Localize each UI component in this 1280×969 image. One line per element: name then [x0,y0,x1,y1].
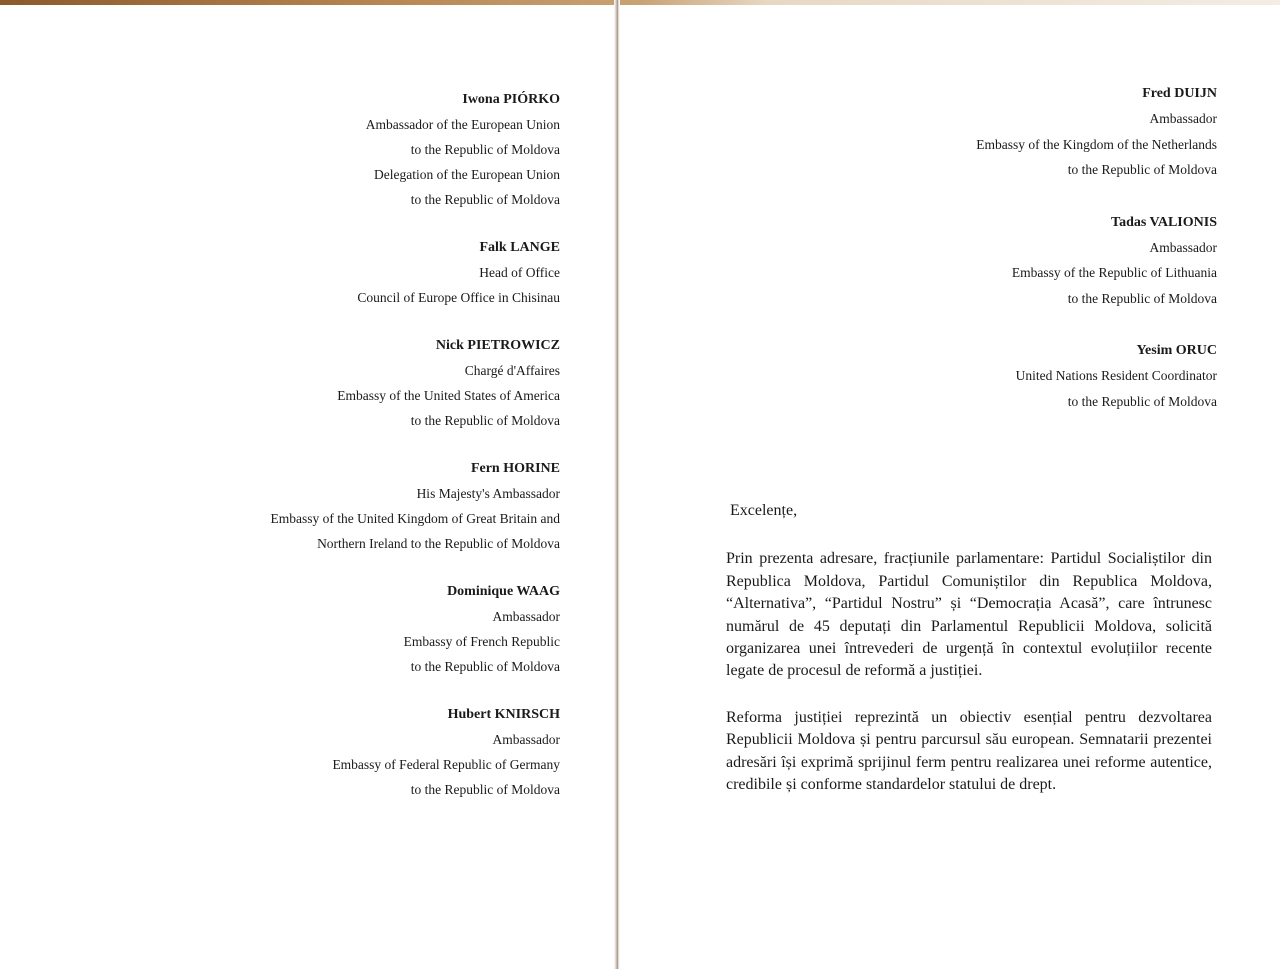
recipient-title-line: His Majesty's Ambassador [416,486,560,501]
recipient-name: Fern HORINE [470,461,560,476]
recipient-name: Fred DUIJN [1142,86,1217,101]
recipient-title-line: Embassy of French Republic [403,634,560,649]
left-page [0,5,614,969]
right-recipients-list [857,81,1217,441]
recipient-block [857,81,1217,183]
right-page [620,5,1280,969]
recipient-block [857,338,1217,414]
letter-greeting: Excelențe, [730,502,798,519]
left-recipients-list [220,87,560,825]
recipient-title-line: Ambassador of the European Union [365,117,560,132]
recipient-block [220,702,560,802]
recipient-title-line: to the Republic of Moldova [410,142,560,157]
recipient-name: Hubert KNIRSCH [447,707,560,722]
recipient-title-line: Embassy of the United States of America [337,388,560,403]
recipient-name: Nick PIETROWICZ [435,338,560,353]
recipient-name: Yesim ORUC [1136,343,1217,358]
recipient-title-line: Embassy of the United Kingdom of Great Britain and [270,511,560,526]
recipient-title-line: to the Republic of Moldova [410,782,560,797]
recipient-title-line: Embassy of the Republic of Lithuania [1011,265,1217,280]
letter-paragraph: Reforma justiției reprezintă un obiectiv esențial pentru dezvoltarea Republicii Moldova și pentru parcursul său european. Semnatarii prezentei adresări își exprimă sprijinul ferm pentru realizarea unei reforme autentice, credibile și conforme standardelor statului de drept. [726,708,1212,794]
recipient-title-line: Embassy of the Kingdom of the Netherlands [976,136,1217,152]
recipient-name: Falk LANGE [479,240,560,255]
recipient-title-line: to the Republic of Moldova [1067,290,1217,306]
recipient-title-line: to the Republic of Moldova [410,413,560,428]
letter-body [726,500,1212,820]
recipient-name: Dominique WAAG [447,584,560,599]
recipient-block [220,456,560,556]
recipient-title-line: Head of Office [479,265,560,280]
recipient-title-line: United Nations Resident Coordinator [1015,368,1217,383]
recipient-title-line: to the Republic of Moldova [410,659,560,674]
recipient-name: Iwona PIÓRKO [462,92,560,107]
recipient-name: Tadas VALIONIS [1111,214,1217,230]
recipient-title-line: to the Republic of Moldova [1067,393,1217,409]
recipient-title-line: to the Republic of Moldova [1067,162,1217,177]
recipient-block [220,333,560,433]
recipient-title-line: Ambassador [492,609,560,624]
recipient-title-line: to the Republic of Moldova [410,192,560,207]
recipient-block [857,210,1217,312]
recipient-title-line: Embassy of Federal Republic of Germany [332,757,560,772]
recipient-title-line: Ambassador [1149,111,1217,126]
recipient-block [220,579,560,679]
recipient-title-line: Northern Ireland to the Republic of Moldova [317,536,560,551]
recipient-block [220,87,560,212]
recipient-title-line: Ambassador [492,732,560,747]
recipient-block [220,235,560,310]
recipient-title-line: Ambassador [1149,239,1217,255]
recipient-title-line: Council of Europe Office in Chisinau [357,290,560,305]
recipient-title-line: Chargé d'Affaires [464,363,560,378]
recipient-title-line: Delegation of the European Union [374,167,560,182]
letter-paragraph: Prin prezenta adresare, fracțiunile parlamentare: Partidul Socialiștilor din Republica Moldova, Partidul Comuniștilor din Republica Moldova, “Alternativa”, “Partidul Nostru” și “Democrația Acasă”, care întrunesc numărul de 45 deputați din Parlamentul Republicii Moldova, solicită organizarea unei întrevederi de urgență în contextul evoluțiilor recente legate de procesul de reformă a justiției. [726,550,1212,680]
